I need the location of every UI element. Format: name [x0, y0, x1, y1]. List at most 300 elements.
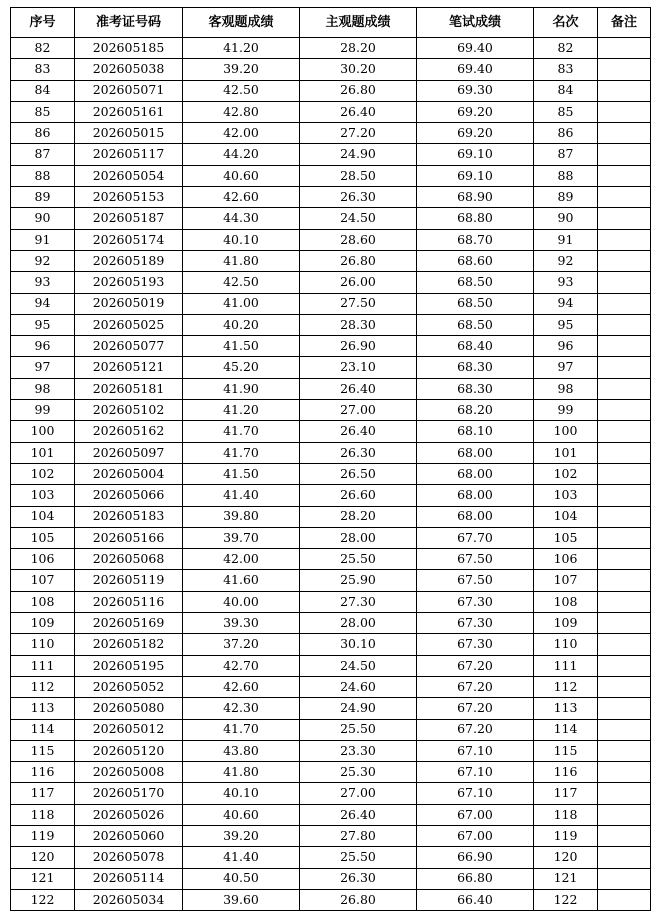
cell-subjective-score: 26.40: [300, 378, 417, 399]
cell-objective-score: 44.20: [183, 144, 300, 165]
cell-rank: 86: [534, 123, 598, 144]
cell-objective-score: 45.20: [183, 357, 300, 378]
cell-remarks: [598, 655, 651, 676]
cell-rank: 91: [534, 229, 598, 250]
cell-written-score: 68.30: [417, 357, 534, 378]
cell-rank: 90: [534, 208, 598, 229]
cell-subjective-score: 25.50: [300, 719, 417, 740]
cell-seq: 119: [11, 825, 75, 846]
cell-seq: 113: [11, 698, 75, 719]
cell-objective-score: 42.00: [183, 123, 300, 144]
cell-objective-score: 40.60: [183, 165, 300, 186]
table-row: [11, 719, 651, 740]
cell-remarks: [598, 463, 651, 484]
cell-seq: 83: [11, 59, 75, 80]
cell-exam-id: 202605026: [75, 804, 183, 825]
cell-written-score: 69.40: [417, 38, 534, 59]
cell-rank: 103: [534, 485, 598, 506]
cell-rank: 85: [534, 101, 598, 122]
cell-written-score: 69.20: [417, 101, 534, 122]
table-row: [11, 463, 651, 484]
table-row: [11, 80, 651, 101]
table-row: [11, 676, 651, 697]
cell-remarks: [598, 591, 651, 612]
cell-remarks: [598, 144, 651, 165]
cell-written-score: 69.10: [417, 165, 534, 186]
cell-remarks: [598, 847, 651, 868]
cell-written-score: 67.30: [417, 613, 534, 634]
cell-written-score: 67.00: [417, 825, 534, 846]
cell-exam-id: 202605189: [75, 250, 183, 271]
cell-remarks: [598, 698, 651, 719]
cell-seq: 112: [11, 676, 75, 697]
cell-seq: 103: [11, 485, 75, 506]
cell-seq: 100: [11, 421, 75, 442]
cell-remarks: [598, 485, 651, 506]
table-row: [11, 250, 651, 271]
table-row: [11, 613, 651, 634]
cell-remarks: [598, 889, 651, 910]
cell-exam-id: 202605038: [75, 59, 183, 80]
cell-exam-id: 202605068: [75, 549, 183, 570]
cell-written-score: 67.70: [417, 527, 534, 548]
cell-written-score: 68.50: [417, 293, 534, 314]
cell-seq: 89: [11, 187, 75, 208]
cell-rank: 98: [534, 378, 598, 399]
cell-exam-id: 202605181: [75, 378, 183, 399]
cell-objective-score: 39.60: [183, 889, 300, 910]
cell-written-score: 68.00: [417, 442, 534, 463]
cell-objective-score: 39.20: [183, 59, 300, 80]
cell-rank: 118: [534, 804, 598, 825]
cell-written-score: 69.40: [417, 59, 534, 80]
cell-subjective-score: 28.00: [300, 613, 417, 634]
table-row: [11, 165, 651, 186]
cell-remarks: [598, 272, 651, 293]
cell-rank: 88: [534, 165, 598, 186]
cell-exam-id: 202605114: [75, 868, 183, 889]
cell-rank: 97: [534, 357, 598, 378]
cell-subjective-score: 26.30: [300, 442, 417, 463]
cell-subjective-score: 23.10: [300, 357, 417, 378]
cell-objective-score: 39.20: [183, 825, 300, 846]
cell-seq: 97: [11, 357, 75, 378]
cell-remarks: [598, 506, 651, 527]
cell-written-score: 67.20: [417, 719, 534, 740]
cell-exam-id: 202605169: [75, 613, 183, 634]
table-row: [11, 889, 651, 910]
cell-objective-score: 42.60: [183, 676, 300, 697]
cell-subjective-score: 25.50: [300, 549, 417, 570]
cell-exam-id: 202605174: [75, 229, 183, 250]
cell-objective-score: 37.20: [183, 634, 300, 655]
cell-seq: 118: [11, 804, 75, 825]
table-row: [11, 591, 651, 612]
cell-objective-score: 41.70: [183, 719, 300, 740]
cell-remarks: [598, 549, 651, 570]
cell-remarks: [598, 719, 651, 740]
cell-subjective-score: 26.00: [300, 272, 417, 293]
cell-seq: 84: [11, 80, 75, 101]
cell-remarks: [598, 123, 651, 144]
cell-remarks: [598, 357, 651, 378]
table-row: [11, 400, 651, 421]
cell-exam-id: 202605153: [75, 187, 183, 208]
cell-seq: 90: [11, 208, 75, 229]
cell-written-score: 67.00: [417, 804, 534, 825]
cell-objective-score: 42.50: [183, 80, 300, 101]
table-row: [11, 634, 651, 655]
cell-objective-score: 40.10: [183, 229, 300, 250]
cell-exam-id: 202605161: [75, 101, 183, 122]
cell-exam-id: 202605102: [75, 400, 183, 421]
cell-seq: 104: [11, 506, 75, 527]
cell-subjective-score: 27.20: [300, 123, 417, 144]
cell-subjective-score: 25.50: [300, 847, 417, 868]
cell-written-score: 68.00: [417, 463, 534, 484]
table-row: [11, 272, 651, 293]
cell-remarks: [598, 208, 651, 229]
cell-objective-score: 41.20: [183, 400, 300, 421]
table-row: [11, 442, 651, 463]
cell-exam-id: 202605066: [75, 485, 183, 506]
cell-seq: 96: [11, 336, 75, 357]
table-row: [11, 527, 651, 548]
cell-written-score: 68.60: [417, 250, 534, 271]
cell-objective-score: 44.30: [183, 208, 300, 229]
cell-remarks: [598, 229, 651, 250]
cell-subjective-score: 24.50: [300, 208, 417, 229]
cell-objective-score: 42.00: [183, 549, 300, 570]
cell-seq: 85: [11, 101, 75, 122]
cell-objective-score: 41.50: [183, 463, 300, 484]
cell-rank: 120: [534, 847, 598, 868]
cell-remarks: [598, 634, 651, 655]
cell-subjective-score: 24.60: [300, 676, 417, 697]
table-row: [11, 229, 651, 250]
cell-seq: 108: [11, 591, 75, 612]
cell-seq: 110: [11, 634, 75, 655]
header-subjective-score: 主观题成绩: [300, 8, 417, 38]
cell-objective-score: 41.70: [183, 421, 300, 442]
cell-exam-id: 202605195: [75, 655, 183, 676]
cell-rank: 117: [534, 783, 598, 804]
cell-exam-id: 202605080: [75, 698, 183, 719]
cell-seq: 95: [11, 314, 75, 335]
cell-subjective-score: 24.90: [300, 144, 417, 165]
table-row: [11, 825, 651, 846]
table-row: [11, 570, 651, 591]
cell-seq: 88: [11, 165, 75, 186]
cell-seq: 92: [11, 250, 75, 271]
table-row: [11, 144, 651, 165]
cell-exam-id: 202605078: [75, 847, 183, 868]
cell-seq: 93: [11, 272, 75, 293]
cell-remarks: [598, 101, 651, 122]
cell-objective-score: 41.70: [183, 442, 300, 463]
cell-exam-id: 202605054: [75, 165, 183, 186]
cell-subjective-score: 28.30: [300, 314, 417, 335]
table-row: [11, 485, 651, 506]
header-row: [11, 8, 651, 38]
cell-subjective-score: 30.10: [300, 634, 417, 655]
cell-seq: 114: [11, 719, 75, 740]
cell-seq: 122: [11, 889, 75, 910]
cell-rank: 92: [534, 250, 598, 271]
cell-rank: 116: [534, 762, 598, 783]
cell-rank: 95: [534, 314, 598, 335]
cell-rank: 82: [534, 38, 598, 59]
cell-written-score: 66.80: [417, 868, 534, 889]
cell-remarks: [598, 59, 651, 80]
cell-written-score: 68.80: [417, 208, 534, 229]
cell-remarks: [598, 570, 651, 591]
cell-objective-score: 41.50: [183, 336, 300, 357]
cell-rank: 99: [534, 400, 598, 421]
cell-written-score: 67.10: [417, 740, 534, 761]
cell-seq: 98: [11, 378, 75, 399]
cell-exam-id: 202605060: [75, 825, 183, 846]
cell-subjective-score: 27.00: [300, 783, 417, 804]
cell-rank: 107: [534, 570, 598, 591]
cell-subjective-score: 23.30: [300, 740, 417, 761]
cell-exam-id: 202605071: [75, 80, 183, 101]
cell-seq: 91: [11, 229, 75, 250]
cell-written-score: 67.50: [417, 570, 534, 591]
cell-written-score: 66.90: [417, 847, 534, 868]
table-row: [11, 698, 651, 719]
table-row: [11, 357, 651, 378]
cell-written-score: 67.30: [417, 591, 534, 612]
table-row: [11, 868, 651, 889]
cell-written-score: 68.50: [417, 314, 534, 335]
cell-exam-id: 202605012: [75, 719, 183, 740]
table-row: [11, 336, 651, 357]
cell-objective-score: 41.20: [183, 38, 300, 59]
cell-exam-id: 202605183: [75, 506, 183, 527]
score-table-body: [11, 38, 651, 911]
cell-subjective-score: 27.80: [300, 825, 417, 846]
cell-seq: 117: [11, 783, 75, 804]
cell-objective-score: 43.80: [183, 740, 300, 761]
cell-subjective-score: 25.30: [300, 762, 417, 783]
cell-objective-score: 40.20: [183, 314, 300, 335]
cell-subjective-score: 24.50: [300, 655, 417, 676]
cell-written-score: 69.30: [417, 80, 534, 101]
cell-subjective-score: 26.40: [300, 421, 417, 442]
cell-seq: 102: [11, 463, 75, 484]
cell-objective-score: 39.30: [183, 613, 300, 634]
cell-exam-id: 202605097: [75, 442, 183, 463]
cell-written-score: 67.20: [417, 698, 534, 719]
cell-objective-score: 41.40: [183, 485, 300, 506]
cell-objective-score: 40.00: [183, 591, 300, 612]
cell-seq: 105: [11, 527, 75, 548]
cell-exam-id: 202605116: [75, 591, 183, 612]
cell-rank: 122: [534, 889, 598, 910]
cell-rank: 93: [534, 272, 598, 293]
cell-remarks: [598, 378, 651, 399]
table-row: [11, 38, 651, 59]
cell-written-score: 67.20: [417, 655, 534, 676]
table-row: [11, 293, 651, 314]
cell-objective-score: 41.60: [183, 570, 300, 591]
cell-written-score: 68.70: [417, 229, 534, 250]
cell-rank: 101: [534, 442, 598, 463]
cell-remarks: [598, 80, 651, 101]
cell-exam-id: 202605034: [75, 889, 183, 910]
cell-exam-id: 202605120: [75, 740, 183, 761]
cell-remarks: [598, 762, 651, 783]
cell-seq: 120: [11, 847, 75, 868]
cell-exam-id: 202605162: [75, 421, 183, 442]
cell-objective-score: 42.80: [183, 101, 300, 122]
cell-objective-score: 41.80: [183, 762, 300, 783]
cell-written-score: 68.40: [417, 336, 534, 357]
cell-written-score: 66.40: [417, 889, 534, 910]
cell-objective-score: 40.60: [183, 804, 300, 825]
cell-objective-score: 42.60: [183, 187, 300, 208]
cell-remarks: [598, 442, 651, 463]
cell-objective-score: 39.80: [183, 506, 300, 527]
table-row: [11, 655, 651, 676]
cell-subjective-score: 25.90: [300, 570, 417, 591]
cell-exam-id: 202605170: [75, 783, 183, 804]
cell-remarks: [598, 400, 651, 421]
cell-subjective-score: 26.30: [300, 187, 417, 208]
cell-subjective-score: 27.00: [300, 400, 417, 421]
cell-remarks: [598, 740, 651, 761]
cell-rank: 87: [534, 144, 598, 165]
cell-exam-id: 202605185: [75, 38, 183, 59]
cell-rank: 104: [534, 506, 598, 527]
cell-rank: 106: [534, 549, 598, 570]
cell-exam-id: 202605025: [75, 314, 183, 335]
cell-subjective-score: 28.60: [300, 229, 417, 250]
cell-seq: 99: [11, 400, 75, 421]
cell-exam-id: 202605119: [75, 570, 183, 591]
cell-rank: 96: [534, 336, 598, 357]
cell-seq: 101: [11, 442, 75, 463]
cell-objective-score: 40.50: [183, 868, 300, 889]
score-sheet: [10, 7, 651, 911]
table-row: [11, 762, 651, 783]
header-written-score: 笔试成绩: [417, 8, 534, 38]
cell-objective-score: 41.80: [183, 250, 300, 271]
table-row: [11, 187, 651, 208]
cell-written-score: 68.20: [417, 400, 534, 421]
cell-objective-score: 41.90: [183, 378, 300, 399]
cell-subjective-score: 28.20: [300, 38, 417, 59]
cell-rank: 112: [534, 676, 598, 697]
cell-seq: 109: [11, 613, 75, 634]
cell-remarks: [598, 293, 651, 314]
cell-remarks: [598, 336, 651, 357]
cell-remarks: [598, 165, 651, 186]
cell-rank: 108: [534, 591, 598, 612]
table-row: [11, 549, 651, 570]
cell-subjective-score: 26.40: [300, 804, 417, 825]
cell-written-score: 67.50: [417, 549, 534, 570]
table-row: [11, 378, 651, 399]
cell-subjective-score: 30.20: [300, 59, 417, 80]
cell-written-score: 67.30: [417, 634, 534, 655]
cell-written-score: 68.30: [417, 378, 534, 399]
cell-exam-id: 202605077: [75, 336, 183, 357]
cell-remarks: [598, 804, 651, 825]
cell-rank: 105: [534, 527, 598, 548]
table-row: [11, 314, 651, 335]
cell-rank: 119: [534, 825, 598, 846]
cell-remarks: [598, 250, 651, 271]
cell-objective-score: 42.50: [183, 272, 300, 293]
cell-seq: 115: [11, 740, 75, 761]
cell-written-score: 68.00: [417, 485, 534, 506]
cell-seq: 107: [11, 570, 75, 591]
cell-exam-id: 202605019: [75, 293, 183, 314]
cell-subjective-score: 26.60: [300, 485, 417, 506]
cell-seq: 87: [11, 144, 75, 165]
cell-exam-id: 202605121: [75, 357, 183, 378]
cell-rank: 115: [534, 740, 598, 761]
cell-objective-score: 42.70: [183, 655, 300, 676]
cell-remarks: [598, 613, 651, 634]
cell-written-score: 68.50: [417, 272, 534, 293]
cell-rank: 83: [534, 59, 598, 80]
cell-subjective-score: 26.50: [300, 463, 417, 484]
cell-subjective-score: 28.00: [300, 527, 417, 548]
cell-rank: 102: [534, 463, 598, 484]
header-seq: 序号: [11, 8, 75, 38]
cell-subjective-score: 27.30: [300, 591, 417, 612]
cell-written-score: 68.00: [417, 506, 534, 527]
cell-rank: 111: [534, 655, 598, 676]
cell-exam-id: 202605166: [75, 527, 183, 548]
cell-seq: 116: [11, 762, 75, 783]
cell-exam-id: 202605015: [75, 123, 183, 144]
cell-written-score: 67.20: [417, 676, 534, 697]
cell-subjective-score: 26.30: [300, 868, 417, 889]
cell-rank: 113: [534, 698, 598, 719]
cell-written-score: 68.90: [417, 187, 534, 208]
table-row: [11, 59, 651, 80]
cell-rank: 84: [534, 80, 598, 101]
cell-seq: 106: [11, 549, 75, 570]
cell-objective-score: 41.00: [183, 293, 300, 314]
table-row: [11, 123, 651, 144]
cell-remarks: [598, 421, 651, 442]
cell-written-score: 67.10: [417, 783, 534, 804]
cell-exam-id: 202605182: [75, 634, 183, 655]
cell-subjective-score: 24.90: [300, 698, 417, 719]
cell-rank: 110: [534, 634, 598, 655]
cell-subjective-score: 28.50: [300, 165, 417, 186]
cell-subjective-score: 26.40: [300, 101, 417, 122]
cell-subjective-score: 26.80: [300, 80, 417, 101]
cell-subjective-score: 28.20: [300, 506, 417, 527]
table-row: [11, 506, 651, 527]
cell-rank: 100: [534, 421, 598, 442]
cell-rank: 114: [534, 719, 598, 740]
cell-subjective-score: 26.80: [300, 889, 417, 910]
score-table: [10, 7, 651, 911]
cell-remarks: [598, 38, 651, 59]
cell-remarks: [598, 676, 651, 697]
header-exam-id: 准考证号码: [75, 8, 183, 38]
cell-exam-id: 202605117: [75, 144, 183, 165]
cell-objective-score: 42.30: [183, 698, 300, 719]
cell-remarks: [598, 868, 651, 889]
